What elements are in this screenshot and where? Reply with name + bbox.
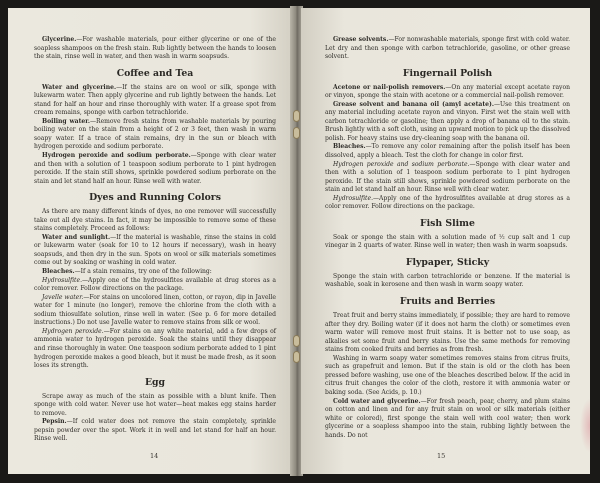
page-number: 15	[437, 452, 446, 460]
staple-lower	[293, 335, 300, 347]
heading-egg: Egg	[144, 376, 166, 388]
para-fruits-washing: Washing in warm soapy water sometimes removes stains from citrus fruits, such as grapefruit and lemon. But if the stain is old or the cloth has been pressed before washing, use one of the bleaches described below. If the acid in citrus fruit changes the color of the cloth, restore it with ammonia water or baking soda. (See Acids, p. 10.)	[325, 354, 570, 396]
para-water-sunlight: Water and sunlight.—If the material is washable, rinse the stains in cold or lukewarm water (soak for 10 to 12 hours if necessary), wash in heavy soapsuds, and then dry in the sun. Spots on wool or silk materials sometimes come out by soaking or washing in cold water.	[34, 233, 276, 267]
right-page	[301, 8, 590, 474]
para-fruits-intro: Treat fruit and berry stains immediately, if possible; they are hard to remove after they dry. Boiling water (if it does not harm the cloth) or sometimes even warm water will remove most fruit stains. It is better not to use soap, as alkalies set some fruit and berry stains. Use the same methods for removing stains from cooked fruits and berries as from fresh.	[325, 312, 570, 354]
para-boiling-water: Boiling water.—Remove fresh stains from washable materials by pouring boiling water on the stain from a height of 2 or 3 feet, then wash in warm soapy water. If a trace of stain remains, dry in the sun or bleach with hydrogen peroxide and sodium perborate.	[34, 117, 276, 151]
heading-dyes: Dyes and Running Colors	[89, 192, 221, 204]
para-hydrogen-perborate: Hydrogen peroxide and sodium perborate.—Sponge with clear water and then with a solution of 1 teaspoon sodium perborate to 1 pint hydrogen peroxide. If the stain still shows, sprinkle powdered sodium perborate on the stain and let stand half an hour. Rinse well with clear water.	[325, 160, 570, 194]
page-number: 14	[150, 452, 159, 460]
para-cold-water-glycerine: Cold water and glycerine.—For fresh peach, pear, cherry, and plum stains on cotton and linen and for any fruit stain on wool or silk materials (either white or colored), first sponge the stain well with cool water; then work glycerine or a soapless shampoo into the stain, rubbing lightly between the hands. Do not	[325, 397, 570, 439]
staple-bottom	[293, 351, 300, 363]
para-bleaches: Bleaches.—To remove any color remaining after the polish itself has been dissolved, apply a bleach. Test the cloth for change in color first.	[325, 143, 570, 160]
heading-fruits-berries: Fruits and Berries	[399, 296, 496, 308]
heading-flypaper: Flypaper, Sticky	[405, 256, 490, 268]
para-water-glycerine: Water and glycerine.—If the stains are on wool or silk, sponge with lukewarm water. Then apply glycerine and rub lightly between the hands. Let stand for half an hour and rinse thoroughly with water. If a grease spot from cream remains, sponge with carbon tetrachloride.	[34, 83, 276, 117]
para-bleaches: Bleaches.—If a stain remains, try one of the following:	[42, 268, 212, 276]
staple-upper	[293, 127, 300, 139]
para-egg-intro: Scrape away as much of the stain as possible with a blunt knife. Then sponge with cold water. Never use hot water—heat makes egg stains harder to remove.	[34, 392, 276, 417]
heading-fish-slime: Fish Slime	[420, 217, 475, 229]
paper-stain	[580, 398, 590, 453]
para-flypaper: Sponge the stain with carbon tetrachloride or benzene. If the material is washable, soak in kerosene and then wash in warm soapy water.	[325, 272, 570, 289]
para-hydrogen-peroxide: Hydrogen peroxide.—For stains on any white material, add a few drops of ammonia water to hydrogen peroxide. Soak the stains until they disappear and rinse thoroughly in water. One teaspoon sodium perborate added to 1 pint hydrogen peroxide makes a good bleach, but it must be made fresh, as it soon loses its strength.	[34, 327, 276, 370]
left-page	[8, 8, 292, 474]
para-pepsin: Pepsin.—If cold water does not remove the stain completely, sprinkle pepsin powder over the spot. Work it in well and let stand for half an hour. Rinse well.	[34, 418, 276, 443]
heading-coffee-tea: Coffee and Tea	[116, 67, 194, 79]
para-hydrogen-perborate: Hydrogen peroxide and sodium perborate.—Sponge with clear water and then with a solution of 1 teaspoon sodium perborate to 1 pint hydrogen peroxide. If the stain still shows, sprinkle powdered sodium perborate on the stain and let stand half an hour. Rinse well with water.	[34, 152, 276, 185]
heading-fingernail-polish: Fingernail Polish	[402, 67, 493, 79]
staple-top	[293, 110, 300, 122]
para-acetone: Acetone or nail-polish removers.—On any material except acetate rayon or vinyon, sponge the stain with acetone or a commercial nail-polish remover.	[325, 83, 570, 100]
para-fish-slime: Soak or sponge the stain with a solution made of ½ cup salt and 1 cup vinegar in 2 quarts of water. Rinse well in water; then wash in warm soapsuds.	[325, 233, 570, 250]
para-glycerine: Glycerine.—For washable materials, pour either glycerine or one of the soapless shampoos on the fresh stain. Rub lightly between the hands to loosen the stain, rinse well in water, and then wash in warm soapsuds.	[34, 36, 276, 61]
para-grease-solvents: Grease solvents.—For nonwashable materials, sponge first with cold water. Let dry and then sponge with carbon tetrachloride, gasoline, or other grease solvent.	[325, 36, 570, 61]
para-hydrosulfite: Hydrosulfite.—Apply one of the hydrosulfites available at drug stores as a color remover. Follow directions on the package.	[325, 194, 570, 211]
para-dyes-intro: As there are many different kinds of dyes, no one remover will successfully take out all dye stains. In fact, it may be impossible to remove some of these stains completely. Proceed as follows:	[34, 208, 276, 233]
para-banana-oil: Grease solvent and banana oil (amyl acetate).—Use this treatment on any material including acetate rayon and vinyon. First wet the stain well with carbon tetrachloride or gasoline; then apply a drop of banana oil to the stain. Brush lightly with a soft cloth, using an upward motion to pick up the dissolved polish. For heavy stains use dry-cleaning soap with the banana oil.	[325, 100, 570, 142]
para-javelle: Javelle water.—For stains on uncolored linen, cotton, or rayon, dip in Javelle water for 1 minute (no longer), remove the chlorine from the cloth with a sodium thiosulfate solution, rinse well in water. (See p. 6 for more detailed instructions.) Do not use Javelle water to remove stains from silk or wool.	[34, 293, 276, 327]
para-hydrosulfite: Hydrosulfite.—Apply one of the hydrosulfites available at drug stores as a color remover. Follow directions on the package.	[34, 276, 276, 293]
